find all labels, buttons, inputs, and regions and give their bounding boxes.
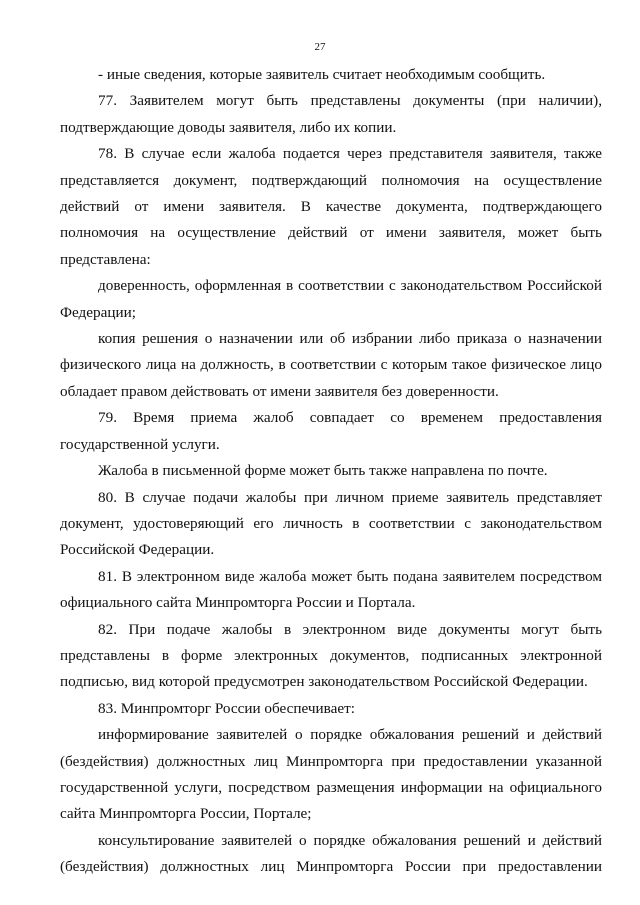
paragraph-postal-complaint: Жалоба в письменной форме может быть также направлена по почте. <box>98 462 548 480</box>
paragraph-consulting: консультирование заявителей о порядке обжалования решений и действий (бездействия) должностных лиц Минпромторга России при предоставлении <box>60 831 602 876</box>
document-body <box>60 62 602 881</box>
paragraph-other-info: - иные сведения, которые заявитель считает необходимым сообщить. <box>98 66 546 83</box>
paragraph-81: 81. В электронном виде жалоба может быть подана заявителем посредством официального сайта Минпромторга России и Портала. <box>60 567 602 612</box>
paragraph-79: 79. Время приема жалоб совпадает со временем предоставления государственной услуги. <box>60 409 602 453</box>
paragraph-power-of-attorney: доверенность, оформленная в соответствии с законодательством Российской Федерации; <box>60 277 602 321</box>
paragraph-77: 77. Заявителем могут быть представлены документы (при наличии), подтверждающие доводы заявителя, либо их копии. <box>60 92 602 136</box>
paragraph-80: 80. В случае подачи жалобы при личном приеме заявитель представляет документ, удостоверяющий его личность в соответствии с законодательством Российской Федерации. <box>60 488 602 559</box>
paragraph-informing: информирование заявителей о порядке обжалования решений и действий (бездействия) должностных лиц Минпромторга при предоставлении указанной государственной услуги, посредством размещения информации на официального сайта Минпромторга России, Портале; <box>60 726 602 823</box>
paragraph-78: 78. В случае если жалоба подается через представителя заявителя, также представляется документ, подтверждающий полномочия на осуществление действий от имени заявителя. В качестве документа, подтверждающего полномочия на осуществление действий от имени заявителя, может быть представлена: <box>60 145 602 268</box>
page-number: 27 <box>314 41 326 53</box>
paragraph-decision-copy: копия решения о назначении или об избрании либо приказа о назначении физического лица на должность, в соответствии с которым такое физическое лицо обладает правом действовать от имени заявителя без доверенности. <box>60 330 602 400</box>
paragraph-82: 82. При подаче жалобы в электронном виде документы могут быть представлены в форме электронных документов, подписанных электронной подписью, вид которой предусмотрен законодательством Российской Федерации. <box>60 620 602 691</box>
paragraph-83: 83. Минпромторг России обеспечивает: <box>98 699 355 717</box>
